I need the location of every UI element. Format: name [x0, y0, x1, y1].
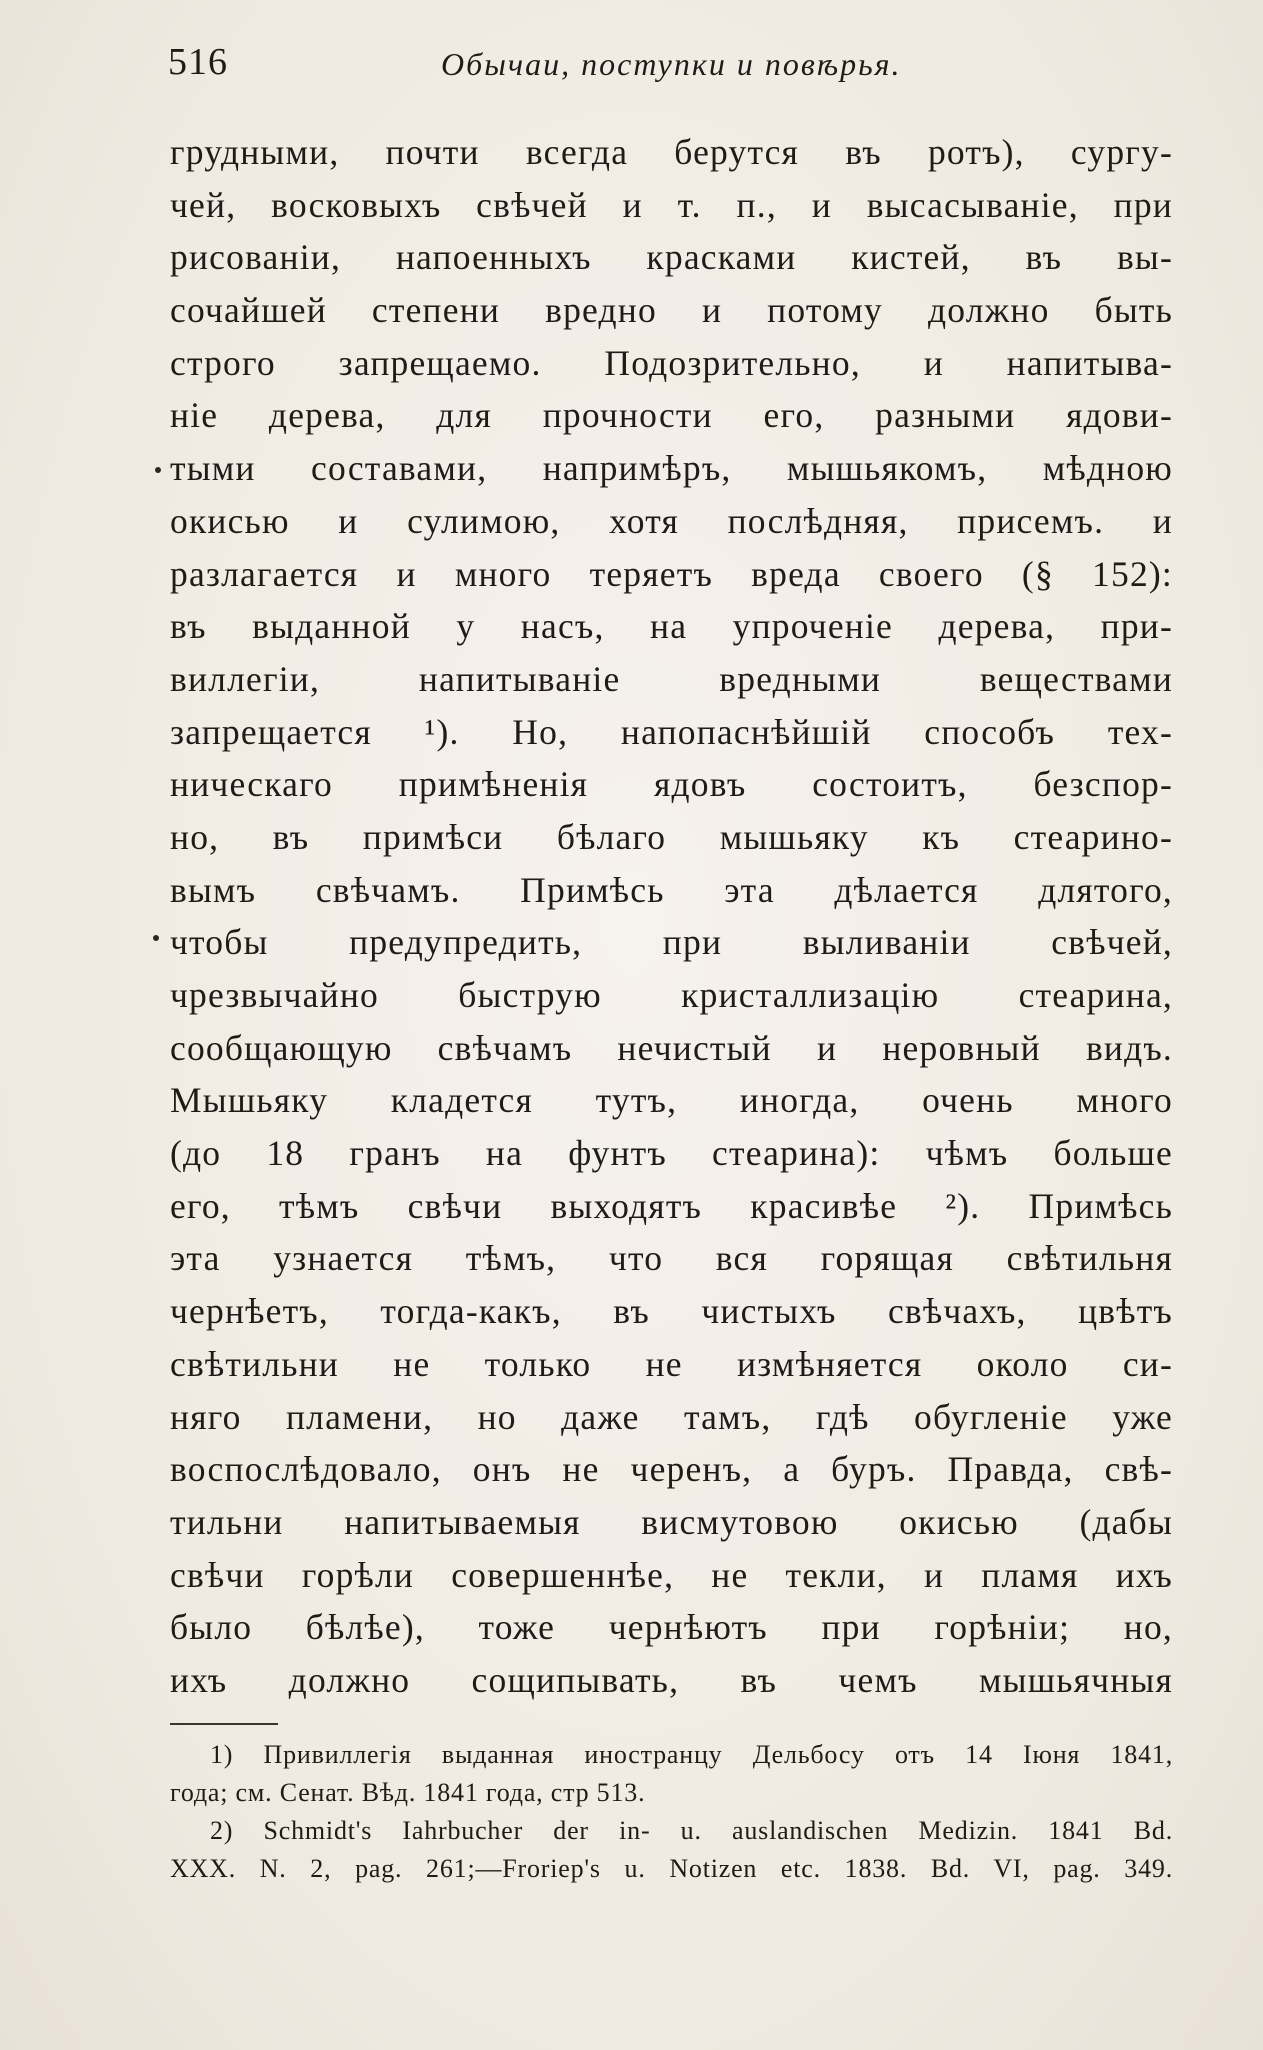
page-header	[168, 40, 1173, 90]
text-line: ніе дерева, для прочности его, разными ядови-	[170, 395, 1173, 436]
text-line: (до 18 гранъ на фунтъ стеарина): чѣмъ больше	[170, 1133, 1173, 1174]
running-title: Обычаи, поступки и повѣрья.	[441, 46, 902, 82]
text-line: окисью и сулимою, хотя послѣдняя, присемъ. и	[170, 500, 1173, 541]
text-line: свѣтильни не только не измѣняется около си-	[170, 1343, 1173, 1384]
text-line: няго пламени, но даже тамъ, гдѣ обугленіе уже	[170, 1396, 1173, 1437]
text-line: чрезвычайно быструю кристаллизацію стеарина,	[170, 975, 1173, 1015]
margin-dot	[153, 935, 159, 941]
footnote-line: года; см. Сенат. Вѣд. 1841 года, стр 513.	[170, 1778, 646, 1807]
text-line: строго запрещаемо. Подозрительно, и напитыва-	[170, 342, 1173, 383]
text-line: разлагается и много теряетъ вреда своего (§ 152):	[170, 553, 1173, 594]
margin-dot	[155, 467, 161, 473]
text-line: Мышьяку кладется тутъ, иногда, очень много	[170, 1080, 1173, 1121]
text-line: было бѣлѣе), тоже чернѣютъ при горѣніи; но,	[170, 1607, 1173, 1648]
text-line: эта узнается тѣмъ, что вся горящая свѣтильня	[170, 1238, 1173, 1279]
text-line: виллегіи, напитываніе вредными веществами	[170, 658, 1173, 699]
footnote-rule	[170, 1723, 278, 1725]
text-line: но, въ примѣси бѣлаго мышьяку къ стеарино-	[170, 816, 1173, 857]
text-line: сочайшей степени вредно и потому должно быть	[170, 290, 1173, 331]
text-line: чей, восковыхъ свѣчей и т. п., и высасываніе, при	[170, 184, 1173, 225]
text-line: его, тѣмъ свѣчи выходятъ красивѣе ²). Примѣсь	[170, 1185, 1173, 1226]
text-line: воспослѣдовало, онъ не черенъ, а буръ. Правда, свѣ-	[170, 1449, 1173, 1490]
text-line: грудными, почти всегда берутся въ ротъ), сургу-	[170, 132, 1173, 172]
footnote-line: 2) Schmidt's Iahrbucher der in- u. auslandischen Medizin. 1841 Bd.	[210, 1816, 1173, 1845]
text-line: ническаго примѣненія ядовъ состоитъ, безспор-	[170, 764, 1173, 805]
text-line: вымъ свѣчамъ. Примѣсь эта дѣлается длятого,	[170, 869, 1173, 910]
text-line: чтобы предупредить, при выливаніи свѣчей,	[170, 922, 1173, 963]
footnote-line: XXX. N. 2, pag. 261;—Froriep's u. Notizen etc. 1838. Bd. VI, pag. 349.	[170, 1854, 1173, 1883]
text-line: тильни напитываемыя висмутовою окисью (дабы	[170, 1501, 1173, 1542]
text-line: чернѣетъ, тогда-какъ, въ чистыхъ свѣчахъ, цвѣтъ	[170, 1291, 1173, 1332]
footnotes	[170, 1736, 1173, 1888]
body-text	[170, 126, 1173, 1707]
text-line: запрещается ¹). Но, напопаснѣйшій способъ тех-	[170, 711, 1173, 752]
page-number: 516	[168, 41, 228, 83]
text-line: свѣчи горѣли совершеннѣе, не текли, и пламя ихъ	[170, 1554, 1173, 1595]
text-line: тыми составами, напримѣръ, мышьякомъ, мѣдною	[170, 448, 1173, 489]
text-line: въ выданной у насъ, на упроченіе дерева, при-	[170, 606, 1173, 647]
text-line: ихъ должно сощипывать, въ чемъ мышьячныя	[170, 1659, 1173, 1700]
footnote-line: 1) Привиллегія выданная иностранцу Дельбосу отъ 14 Іюня 1841,	[210, 1740, 1173, 1769]
text-line: рисованіи, напоенныхъ красками кистей, въ вы-	[170, 237, 1173, 278]
text-line: сообщающую свѣчамъ нечистый и неровный видъ.	[170, 1027, 1173, 1068]
